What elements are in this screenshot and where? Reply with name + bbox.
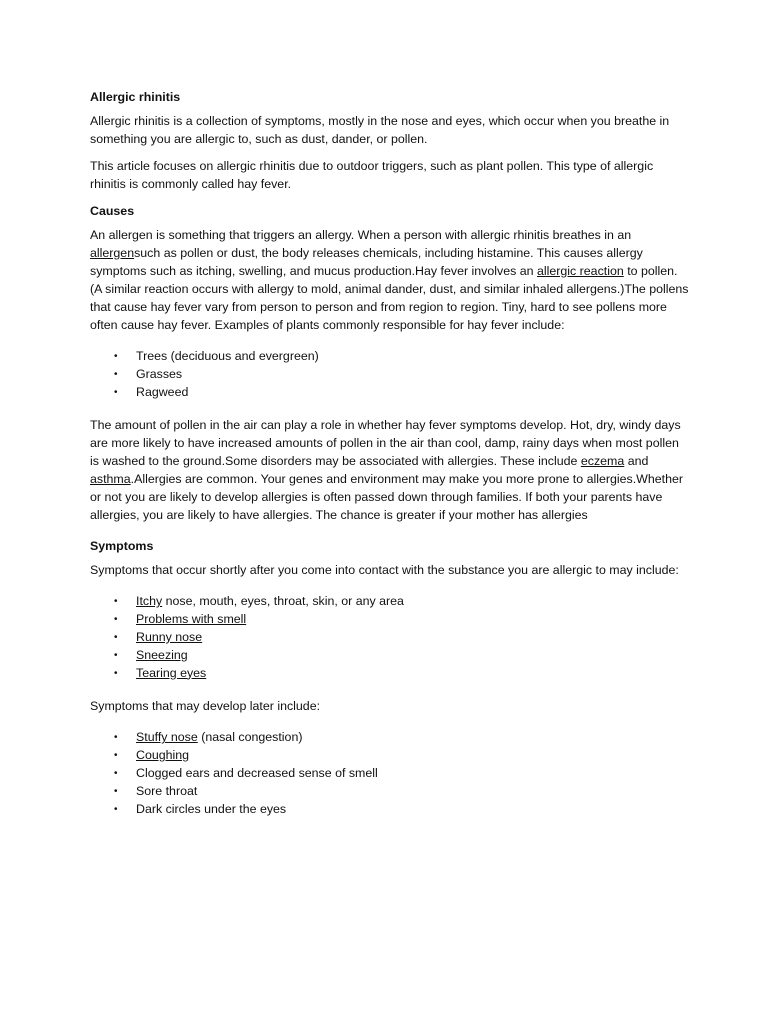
list-item — [90, 593, 690, 611]
problems-with-smell-link[interactable]: Problems with smell — [136, 612, 247, 627]
bullet: • — [114, 614, 118, 626]
list-item-text: nose, mouth, eyes, throat, skin, or any area — [162, 594, 404, 609]
list-item — [90, 384, 690, 402]
list-item — [90, 747, 690, 765]
bullet: • — [114, 803, 118, 815]
list-item-text: (nasal congestion) — [197, 730, 303, 745]
bullet: • — [114, 596, 118, 608]
causes-heading: Causes — [90, 204, 135, 218]
document-title: Allergic rhinitis — [90, 90, 181, 104]
bullet: • — [114, 351, 118, 362]
stuffy-nose-link[interactable]: Stuffy nose — [136, 730, 198, 745]
list-item — [90, 348, 690, 366]
list-item-text: Clogged ears and decreased sense of smell — [136, 765, 378, 780]
text-run: such as pollen or dust, the body releases chemicals, including histamine. This causes allergy symptoms such as itching, swelling, and mucus production.Hay fever involves an — [90, 246, 643, 278]
text-run: and — [624, 454, 649, 469]
list-item-text: Grasses — [136, 366, 183, 381]
bullet: • — [114, 667, 118, 679]
text-run: .Allergies are common. Your genes and environment may make you more prone to allergies.Whether or not you are likely to develop allergies is often passed down through families. If both your parents have allergies, you are likely to have allergies. The chance is greater if your mother has allergies — [90, 472, 683, 523]
list-item-text: Trees (deciduous and evergreen) — [136, 349, 319, 363]
allergen-link[interactable]: allergen — [90, 246, 135, 260]
list-item-text: Dark circles under the eyes — [136, 801, 287, 816]
bullet: • — [114, 767, 118, 779]
early-symptoms-list — [90, 593, 690, 682]
list-item — [90, 366, 690, 384]
list-item — [90, 801, 690, 819]
causes-paragraph-2 — [90, 416, 690, 524]
document-page — [90, 88, 690, 833]
list-item — [90, 611, 690, 629]
eczema-link[interactable]: eczema — [580, 454, 625, 469]
tearing-eyes-link[interactable]: Tearing eyes — [136, 665, 207, 680]
text-run: The amount of pollen in the air can play a role in whether hay fever symptoms develop. Hot, dry, windy days are more likely to have increased amounts of pollen in the air than cool, damp, rainy days when most pollen is washed to the ground.Some disorders may be associated with allergies. These include — [90, 418, 681, 469]
symptoms-intro: Symptoms that occur shortly after you come into contact with the substance you are allergic to may include: — [90, 563, 679, 578]
asthma-link[interactable]: asthma — [90, 472, 131, 487]
bullet: • — [114, 732, 118, 744]
symptoms-heading: Symptoms — [90, 539, 154, 554]
itchy-link[interactable]: Itchy — [136, 594, 163, 609]
list-item — [90, 629, 690, 647]
intro-paragraph-1: Allergic rhinitis is a collection of symptoms, mostly in the nose and eyes, which occur when you breathe in something you are allergic to, such as dust, dander, or pollen. — [90, 114, 670, 146]
bullet: • — [114, 368, 118, 380]
runny-nose-link[interactable]: Runny nose — [136, 629, 203, 644]
list-item — [90, 765, 690, 783]
list-item — [90, 783, 690, 801]
later-symptoms-list — [90, 729, 690, 818]
list-item — [90, 729, 690, 747]
plants-list — [90, 348, 690, 401]
bullet: • — [114, 785, 118, 797]
text-run: An allergen is something that triggers an allergy. When a person with allergic rhinitis breathes in an — [90, 228, 632, 242]
allergic-reaction-link[interactable]: allergic reaction — [536, 264, 624, 278]
list-item — [90, 647, 690, 665]
intro-paragraph-2: This article focuses on allergic rhinitis due to outdoor triggers, such as plant pollen. This type of allergic rhinitis is commonly called hay fever. — [90, 159, 654, 191]
bullet: • — [114, 631, 118, 643]
bullet: • — [114, 750, 118, 762]
list-item — [90, 665, 690, 683]
list-item-text: Ragweed — [136, 384, 189, 399]
causes-paragraph-1 — [90, 226, 690, 334]
sneezing-link[interactable]: Sneezing — [136, 647, 188, 662]
later-symptoms-intro: Symptoms that may develop later include: — [90, 699, 321, 714]
bullet: • — [114, 649, 118, 661]
list-item-text: Sore throat — [136, 783, 198, 798]
coughing-link[interactable]: Coughing — [136, 748, 190, 763]
bullet: • — [114, 386, 118, 398]
text-run: to pollen. (A similar reaction occurs with allergy to mold, animal dander, dust, and similar inhaled allergens.)The pollens that cause hay fever vary from person to person and from region to region. Tiny, hard to see pollens more often cause hay fever. Examples of plants commonly responsible for hay fever include: — [90, 264, 689, 332]
